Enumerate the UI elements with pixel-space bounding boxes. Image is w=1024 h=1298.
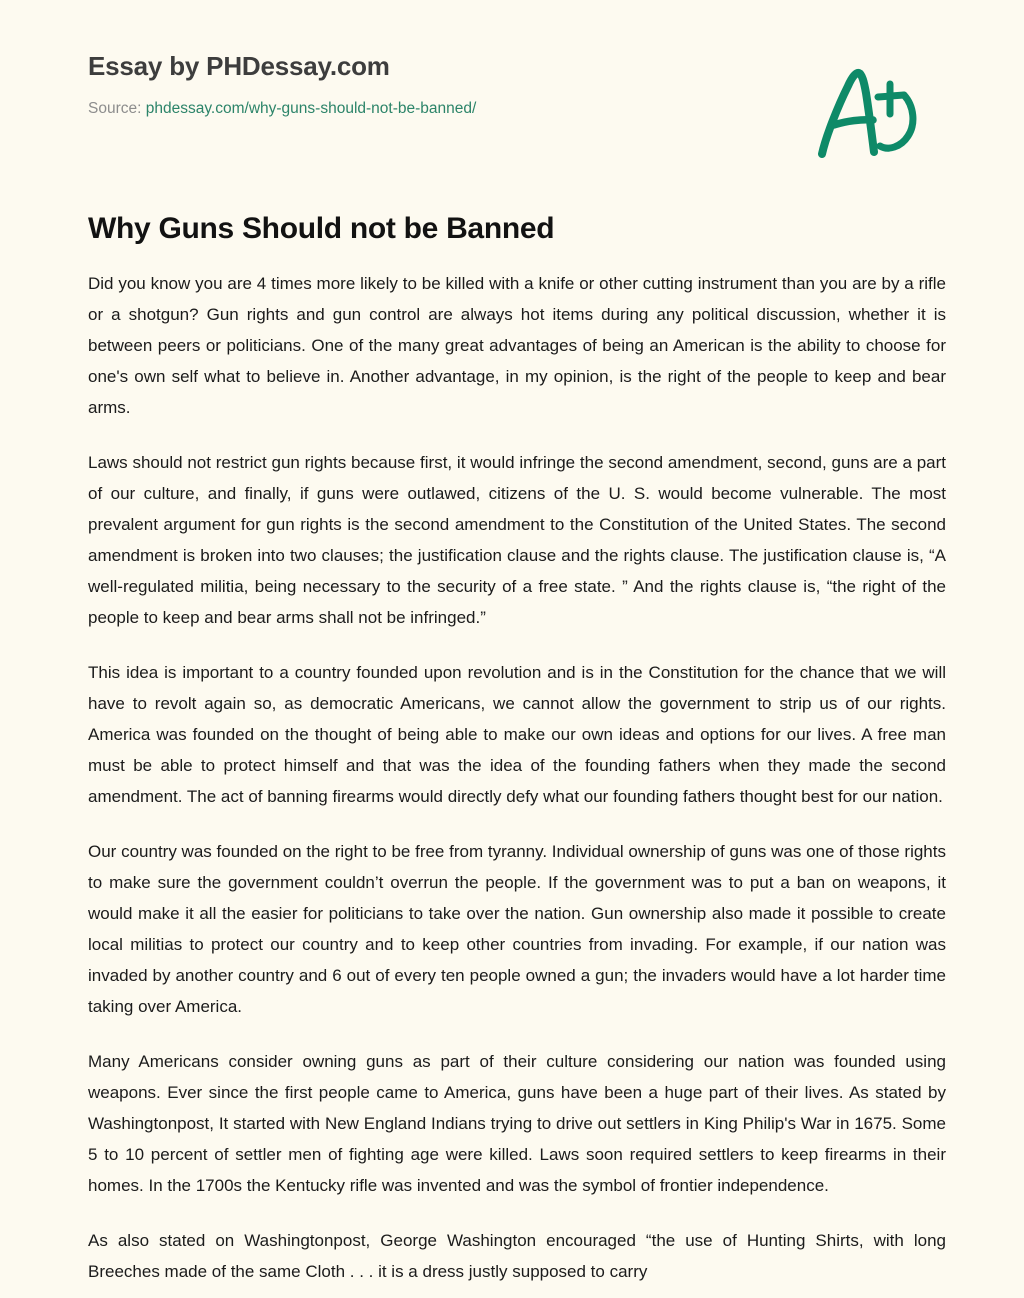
source-label: Source: — [88, 100, 142, 117]
essay-paragraph: Our country was founded on the right to be free from tyranny. Individual ownership of guns was one of those rights to make sure the government couldn’t overrun the people. If the government was to put a ban on weapons, it would make it all the easier for politicians to take over the nation. Gun ownership also made it possible to create local militias to protect our country and to keep other countries from invading. For example, if our nation was invaded by another country and 6 out of every ten people owned a gun; the invaders would have a lot harder time taking over America. — [88, 842, 946, 1016]
page-header — [0, 0, 1024, 170]
essay-body — [88, 268, 946, 1287]
brand-title: Essay by PHDessay.com — [88, 51, 390, 81]
page-title: Why Guns Should not be Banned — [88, 212, 555, 246]
aplus-logo-icon — [812, 62, 922, 162]
essay-paragraph: Laws should not restrict gun rights because first, it would infringe the second amendment, second, guns are a part of our culture, and finally, if guns were outlawed, citizens of the U. S. would become vulnerable. The most prevalent argument for gun rights is the second amendment to the Constitution of the United States. The second amendment is broken into two clauses; the justification clause and the rights clause. The justification clause is, “A well-regulated militia, being necessary to the security of a free state. ” And the rights clause is, “the right of the people to keep and bear arms shall not be infringed.” — [88, 453, 946, 627]
essay-paragraph: Many Americans consider owning guns as part of their culture considering our nation was founded using weapons. Ever since the first people came to America, guns have been a huge part of their lives. As stated by Washingtonpost, It started with New England Indians trying to drive out settlers in King Philip's War in 1675. Some 5 to 10 percent of settler men of fighting age were killed. Laws soon required settlers to keep firearms in their homes. In the 1700s the Kentucky rifle was invented and was the symbol of frontier independence. — [88, 1052, 946, 1195]
essay-paragraph: This idea is important to a country founded upon revolution and is in the Constitution for the chance that we will have to revolt again so, as democratic Americans, we cannot allow the government to strip us of our rights. America was founded on the thought of being able to make our own ideas and options for our lives. A free man must be able to protect himself and that was the idea of the founding fathers when they made the second amendment. The act of banning firearms would directly defy what our founding fathers thought best for our nation. — [88, 663, 946, 806]
source-url-link[interactable]: phdessay.com/why-guns-should-not-be-banned/ — [145, 100, 477, 117]
source-line — [88, 99, 476, 120]
essay-paragraph: As also stated on Washingtonpost, George Washington encouraged “the use of Hunting Shirts, with long Breeches made of the same Cloth . . . it is a dress justly supposed to carry — [88, 1231, 946, 1281]
essay-paragraph: Did you know you are 4 times more likely to be killed with a knife or other cutting instrument than you are by a rifle or a shotgun? Gun rights and gun control are always hot items during any political discussion, whether it is between peers or politicians. One of the many great advantages of being an American is the ability to choose for one's own self what to believe in. Another advantage, in my opinion, is the right of the people to keep and bear arms. — [88, 274, 946, 417]
